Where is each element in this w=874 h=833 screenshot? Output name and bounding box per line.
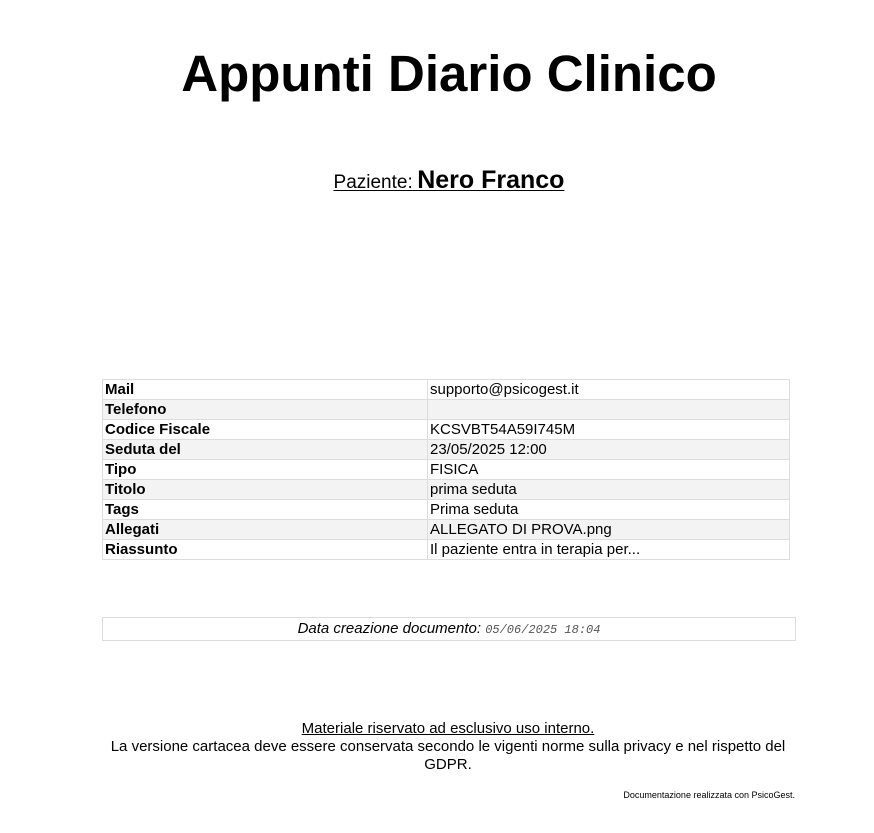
field-value-allegati: ALLEGATO DI PROVA.png [428,520,790,540]
table-row [103,480,790,500]
privacy-notice: La versione cartacea deve essere conservata secondo le vigenti norme sulla privacy e nel rispetto del GDPR. [110,738,786,773]
table-row [103,520,790,540]
field-value-mail: supporto@psicogest.it [428,380,790,400]
field-value-titolo: prima seduta [428,480,790,500]
field-value-riassunto: Il paziente entra in terapia per... [428,540,790,560]
field-label-telefono: Telefono [103,400,428,420]
table-row [103,460,790,480]
session-info-table [102,379,790,560]
document-title: Appunti Diario Clinico [181,45,717,102]
field-label-riassunto: Riassunto [103,540,428,560]
table-row [103,380,790,400]
field-value-seduta-del: 23/05/2025 12:00 [428,440,790,460]
field-label-titolo: Titolo [103,480,428,500]
creation-date-value: 05/06/2025 18:04 [485,623,601,637]
table-row [103,540,790,560]
patient-heading [0,164,874,200]
reserved-notice: Materiale riservato ad esclusivo uso interno. [301,720,595,737]
field-label-allegati: Allegati [103,520,428,540]
patient-label: Paziente: [333,172,413,193]
table-row [103,400,790,420]
field-value-codice-fiscale: KCSVBT54A59I745M [428,420,790,440]
field-value-tags: Prima seduta [428,500,790,520]
credits-text: Documentazione realizzata con PsicoGest. [623,790,795,800]
field-value-telefono [428,400,790,420]
patient-heading-underlined [333,166,565,194]
field-label-codice-fiscale: Codice Fiscale [103,420,428,440]
field-label-seduta-del: Seduta del [103,440,428,460]
privacy-footer [100,720,796,774]
table-row [103,420,790,440]
field-label-tipo: Tipo [103,460,428,480]
table-row [103,440,790,460]
patient-name: Nero Franco [417,166,565,194]
field-label-mail: Mail [103,380,428,400]
table-row [103,500,790,520]
creation-date-box [102,617,796,641]
creation-date-label: Data creazione documento: [297,620,482,637]
field-value-tipo: FISICA [428,460,790,480]
field-label-tags: Tags [103,500,428,520]
